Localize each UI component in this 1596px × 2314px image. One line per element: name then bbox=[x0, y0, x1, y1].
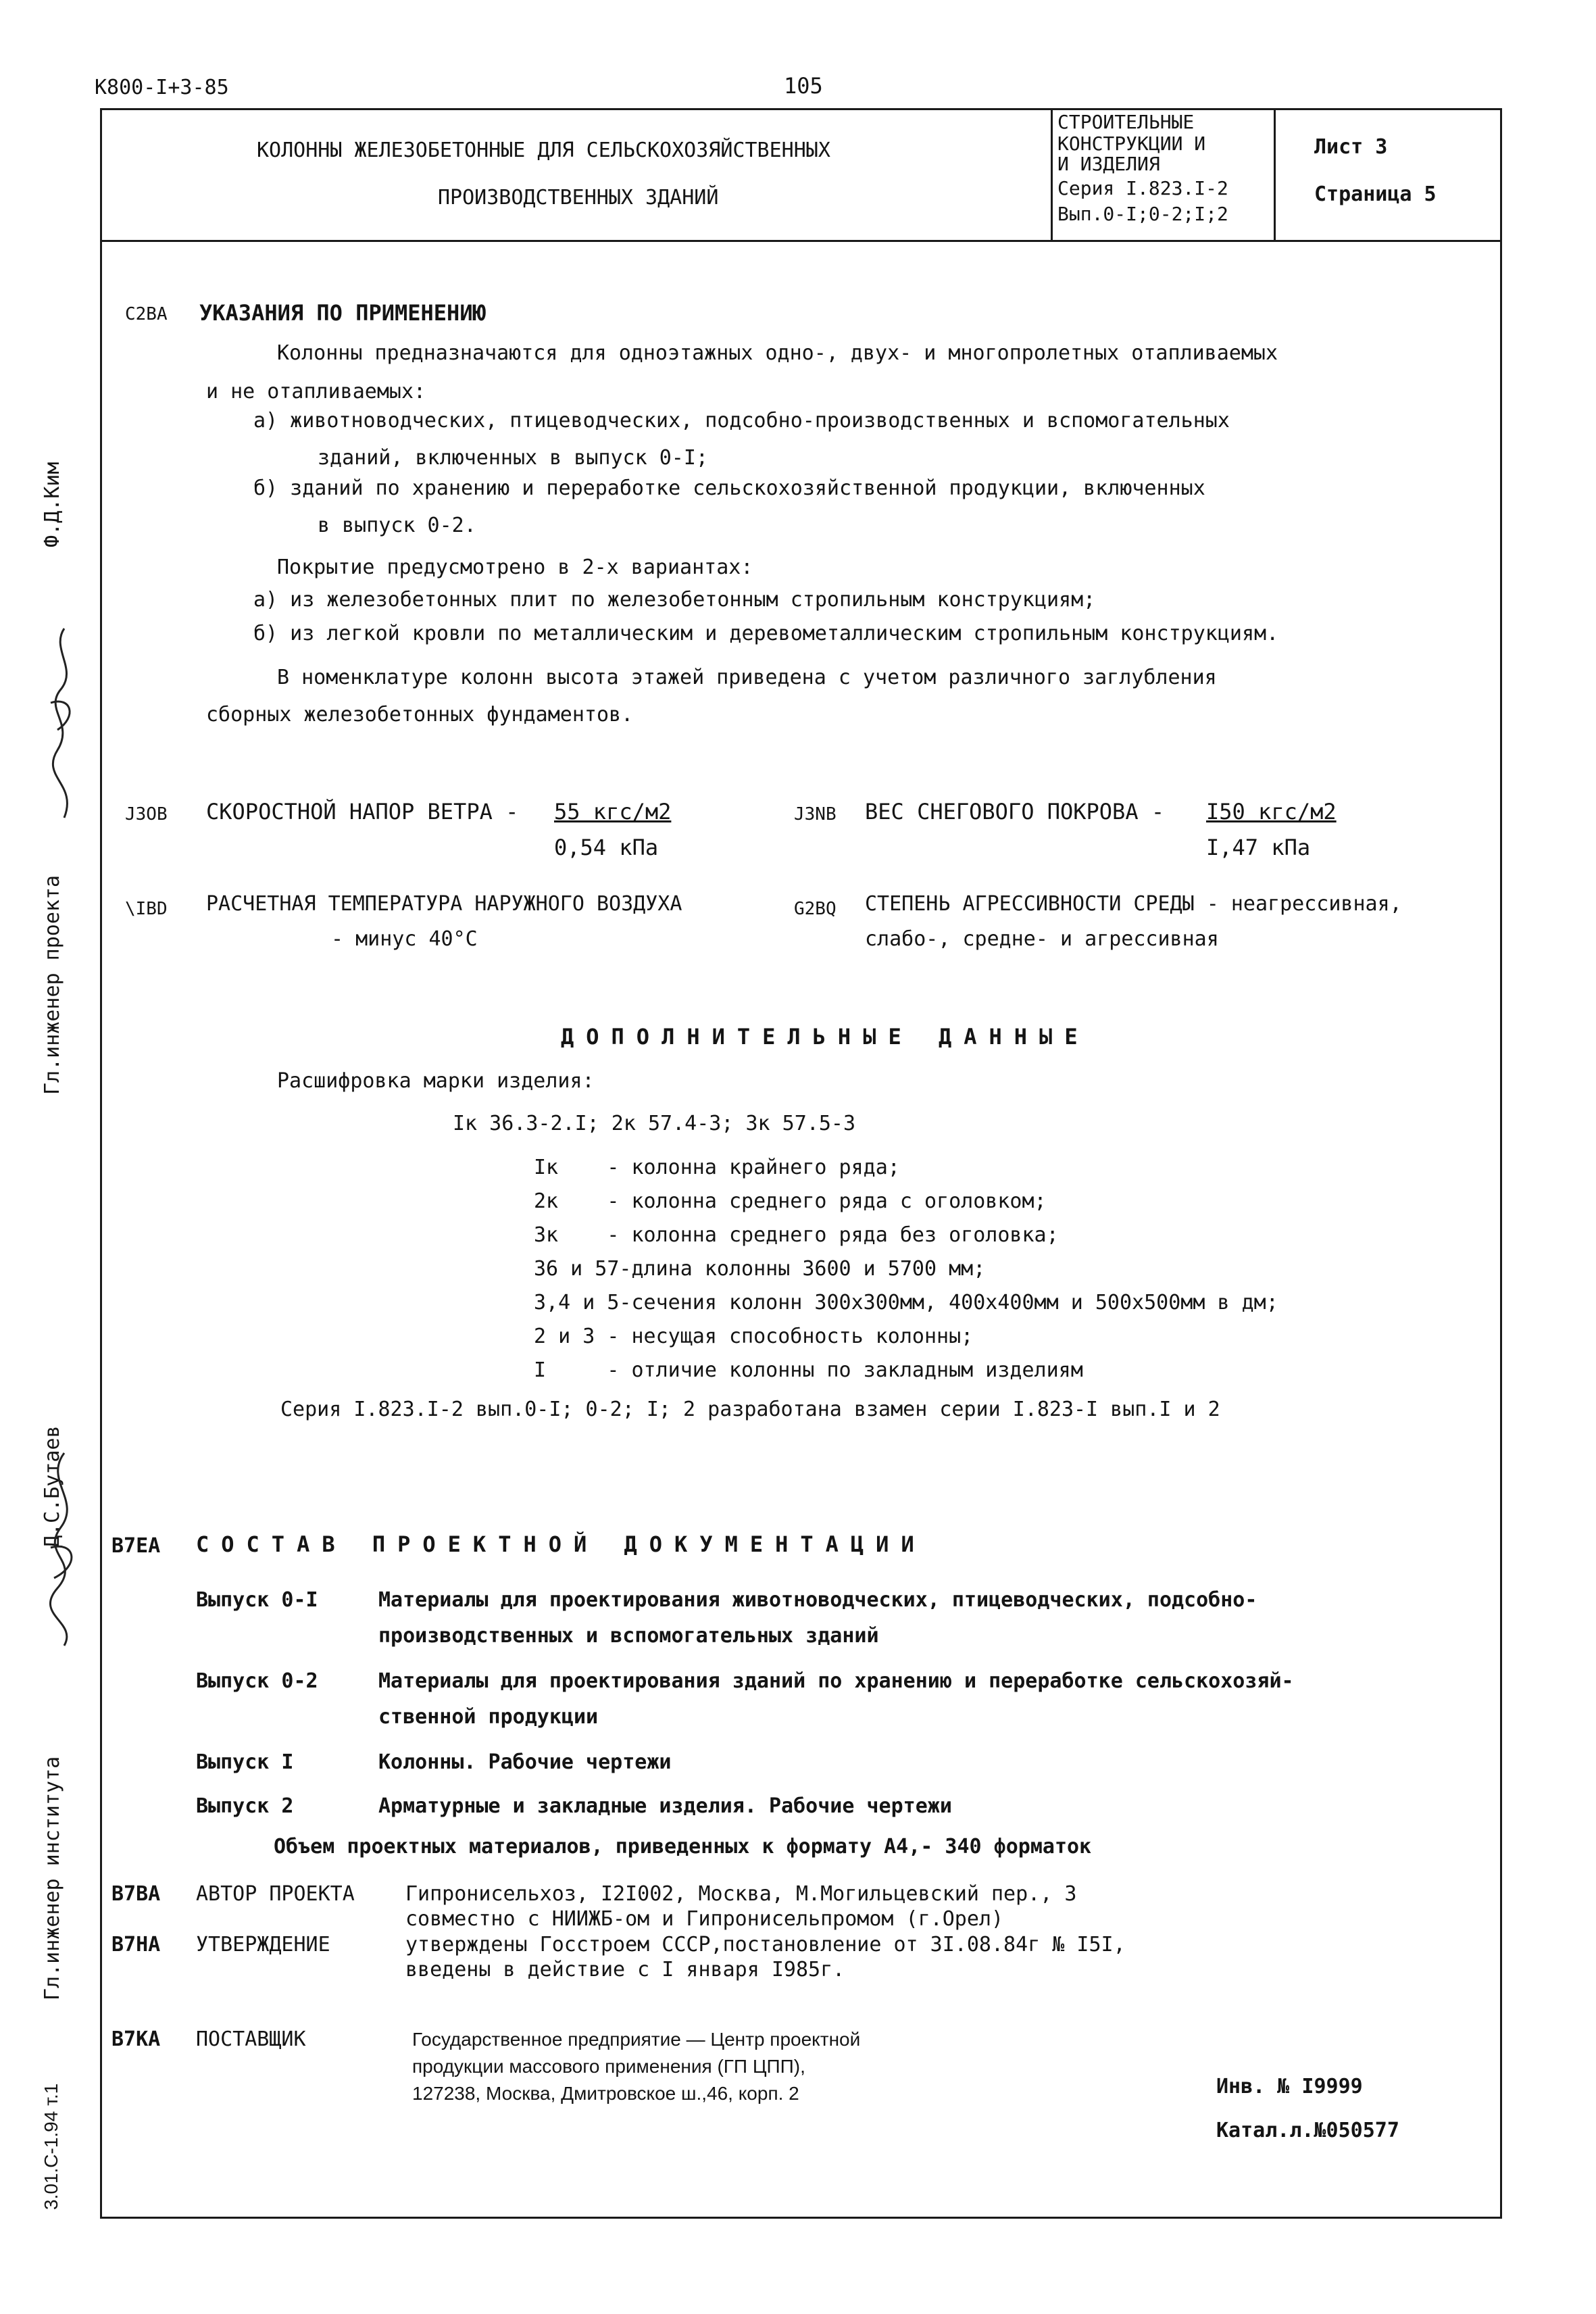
sheet-number: Лист 3 bbox=[1314, 135, 1388, 159]
margin-chief-engineer-project: Гл.инженер проекта bbox=[41, 875, 64, 1095]
decode-row: 36 и 57-длина колонны 3600 и 5700 мм; bbox=[534, 1257, 986, 1281]
instructions-b-line1: б) зданий по хранению и переработке сельскохозяйственной продукции, включенных bbox=[253, 476, 1205, 500]
issue-desc-line1: Материалы для проектирования животноводческих, птицеводческих, подсобно- bbox=[378, 1588, 1257, 1612]
cover-a: а) из железобетонных плит по железобетонным стропильным конструкциям; bbox=[253, 588, 1096, 612]
cover-intro: Покрытие предусмотрено в 2-х вариантах: bbox=[277, 556, 753, 579]
issue-label: Выпуск I bbox=[196, 1750, 294, 1774]
instructions-b-line2: в выпуск 0-2. bbox=[318, 514, 476, 537]
decode-row: Iк - колонна крайнего ряда; bbox=[534, 1156, 900, 1179]
page-number: 105 bbox=[784, 73, 823, 99]
category-line1: СТРОИТЕЛЬНЫЕ bbox=[1057, 111, 1195, 133]
approval-code: В7НА bbox=[111, 1933, 161, 1956]
series-replacement-note: Серия I.823.I-2 вып.0-I; 0-2; I; 2 разработана взамен серии I.823-I вып.I и 2 bbox=[280, 1398, 1220, 1421]
decode-row: 3,4 и 5-сечения колонн 300х300мм, 400х400мм и 500х500мм в дм; bbox=[534, 1291, 1278, 1314]
catalog-number: Катал.л.№050577 bbox=[1216, 2119, 1399, 2142]
wind-label: СКОРОСТНОЙ НАПОР ВЕТРА - bbox=[206, 799, 519, 824]
wind-value-kgs: 55 кгс/м2 bbox=[554, 799, 672, 824]
decode-intro: Расшифровка марки изделия: bbox=[277, 1069, 595, 1093]
cover-b: б) из легкой кровли по металлическим и деревометаллическим стропильным конструкциям. bbox=[253, 622, 1279, 645]
issue-label: Выпуск 0-I bbox=[196, 1588, 318, 1612]
decode-row: 3к - колонна среднего ряда без оголовка; bbox=[534, 1223, 1059, 1247]
supplier-line3: 127238, Москва, Дмитровское ш.,46, корп. 2 bbox=[412, 2083, 799, 2104]
signature-kim bbox=[37, 622, 91, 824]
composition-code: В7ЕА bbox=[111, 1534, 161, 1558]
author-line1: Гипронисельхоз, I2I002, Москва, М.Могильцевский пер., 3 bbox=[405, 1882, 1077, 1906]
supplier-label: ПОСТАВЩИК bbox=[196, 2027, 306, 2051]
volume-note: Объем проектных материалов, приведенных к формату А4,- 340 форматок bbox=[274, 1835, 1092, 1858]
signer-name-butaev: Д.С.Бутаев bbox=[41, 1425, 64, 1548]
composition-heading: СОСТАВ ПРОЕКТНОЙ ДОКУМЕНТАЦИИ bbox=[196, 1531, 926, 1557]
supplier-line1: Государственное предприятие — Центр проектной bbox=[412, 2029, 861, 2050]
aggressiveness-line2: слабо-, средне- и агрессивная bbox=[865, 927, 1219, 951]
title-block-divider2 bbox=[1274, 108, 1276, 241]
frame-right bbox=[1500, 108, 1502, 2218]
inventory-number: Инв. № I9999 bbox=[1216, 2075, 1363, 2098]
issue-label: Выпуск 0-2 bbox=[196, 1669, 318, 1693]
decode-row: 2к - колонна среднего ряда с оголовком; bbox=[534, 1189, 1047, 1213]
approval-label: УТВЕРЖДЕНИЕ bbox=[196, 1933, 330, 1956]
category-line2: КОНСТРУКЦИИ И bbox=[1057, 132, 1206, 155]
supplier-line2: продукции массового применения (ГП ЦПП), bbox=[412, 2056, 805, 2077]
signer-name-kim: Ф.Д.Ким bbox=[41, 462, 64, 547]
issue-desc-line2: производственных и вспомогательных зданий bbox=[378, 1624, 879, 1648]
instructions-a-line1: а) животноводческих, птицеводческих, подсобно-производственных и вспомогательных bbox=[253, 409, 1230, 433]
snow-label: ВЕС СНЕГОВОГО ПОКРОВА - bbox=[865, 799, 1165, 824]
series-number: Серия I.823.I-2 bbox=[1057, 177, 1228, 199]
author-label: АВТОР ПРОЕКТА bbox=[196, 1882, 355, 1906]
temperature-code: \IBD bbox=[125, 899, 168, 919]
issue-label: Выпуск 2 bbox=[196, 1794, 294, 1818]
frame-bottom bbox=[100, 2217, 1502, 2219]
frame-top bbox=[100, 108, 1502, 110]
author-code: В7ВА bbox=[111, 1882, 161, 1906]
wind-value-kpa: 0,54 кПа bbox=[554, 835, 659, 860]
issue-desc-line1: Арматурные и закладные изделия. Рабочие чертежи bbox=[378, 1794, 952, 1818]
snow-value-kgs: I50 кгс/м2 bbox=[1206, 799, 1337, 824]
doc-code: К800-I+3-85 bbox=[95, 76, 229, 99]
decode-row: I - отличие колонны по закладным изделиям bbox=[534, 1358, 1083, 1382]
issue-desc-line1: Материалы для проектирования зданий по хранению и переработке сельскохозяй- bbox=[378, 1669, 1294, 1693]
instructions-code: С2ВА bbox=[125, 304, 168, 324]
doc-title-line1: КОЛОННЫ ЖЕЛЕЗОБЕТОННЫЕ ДЛЯ СЕЛЬСКОХОЗЯЙСТВЕННЫХ bbox=[257, 139, 830, 162]
title-block-bottom bbox=[100, 240, 1502, 242]
additional-heading: ДОПОЛНИТЕЛЬНЫЕ ДАННЫЕ bbox=[561, 1024, 1090, 1050]
temperature-value: - минус 40°С bbox=[331, 927, 478, 951]
approval-line2: введены в действие с I января I985г. bbox=[405, 1958, 845, 1981]
category-line3: И ИЗДЕЛИЯ bbox=[1057, 153, 1160, 175]
wind-code: J3ОВ bbox=[125, 804, 168, 824]
issue-desc-line2: ственной продукции bbox=[378, 1705, 599, 1729]
issue-desc-line1: Колонны. Рабочие чертежи bbox=[378, 1750, 672, 1774]
nomenclature-line1: В номенклатуре колонн высота этажей приведена с учетом различного заглубления bbox=[277, 666, 1217, 689]
issue-numbers: Вып.0-I;0-2;I;2 bbox=[1057, 203, 1228, 225]
margin-bottom-code: 3.01.С-1.94 т.1 bbox=[41, 2083, 61, 2210]
aggressiveness-code: G2BQ bbox=[794, 899, 837, 919]
snow-code: J3NВ bbox=[794, 804, 837, 824]
doc-title-line2: ПРОИЗВОДСТВЕННЫХ ЗДАНИЙ bbox=[438, 186, 719, 210]
margin-chief-engineer-institute: Гл.инженер института bbox=[41, 1756, 64, 2000]
supplier-code: В7КА bbox=[111, 2027, 161, 2051]
nomenclature-line2: сборных железобетонных фундаментов. bbox=[206, 703, 634, 727]
decode-example: Iк 36.3-2.I; 2к 57.4-3; 3к 57.5-3 bbox=[453, 1112, 856, 1135]
author-line2: совместно с НИИЖБ-ом и Гипронисельпромом (г.Орел) bbox=[405, 1907, 1004, 1931]
temperature-label: РАСЧЕТНАЯ ТЕМПЕРАТУРА НАРУЖНОГО ВОЗДУХА bbox=[206, 892, 682, 916]
decode-row: 2 и 3 - несущая способность колонны; bbox=[534, 1325, 974, 1348]
instructions-heading: УКАЗАНИЯ ПО ПРИМЕНЕНИЮ bbox=[199, 300, 486, 326]
snow-value-kpa: I,47 кПа bbox=[1206, 835, 1311, 860]
frame-left bbox=[100, 108, 102, 2218]
instructions-p1-line2: и не отапливаемых: bbox=[206, 380, 426, 403]
instructions-p1-line1: Колонны предназначаются для одноэтажных одно-, двух- и многопролетных отапливаемых bbox=[277, 341, 1278, 365]
instructions-a-line2: зданий, включенных в выпуск 0-I; bbox=[318, 446, 708, 470]
aggressiveness-line1: СТЕПЕНЬ АГРЕССИВНОСТИ СРЕДЫ - неагрессивная, bbox=[865, 892, 1402, 916]
approval-line1: утверждены Госстроем СССР,постановление от 3I.08.84г № I5I, bbox=[405, 1933, 1126, 1956]
signature-butaev bbox=[34, 1446, 95, 1649]
page-label: Страница 5 bbox=[1314, 182, 1437, 206]
title-block-divider1 bbox=[1051, 108, 1053, 241]
